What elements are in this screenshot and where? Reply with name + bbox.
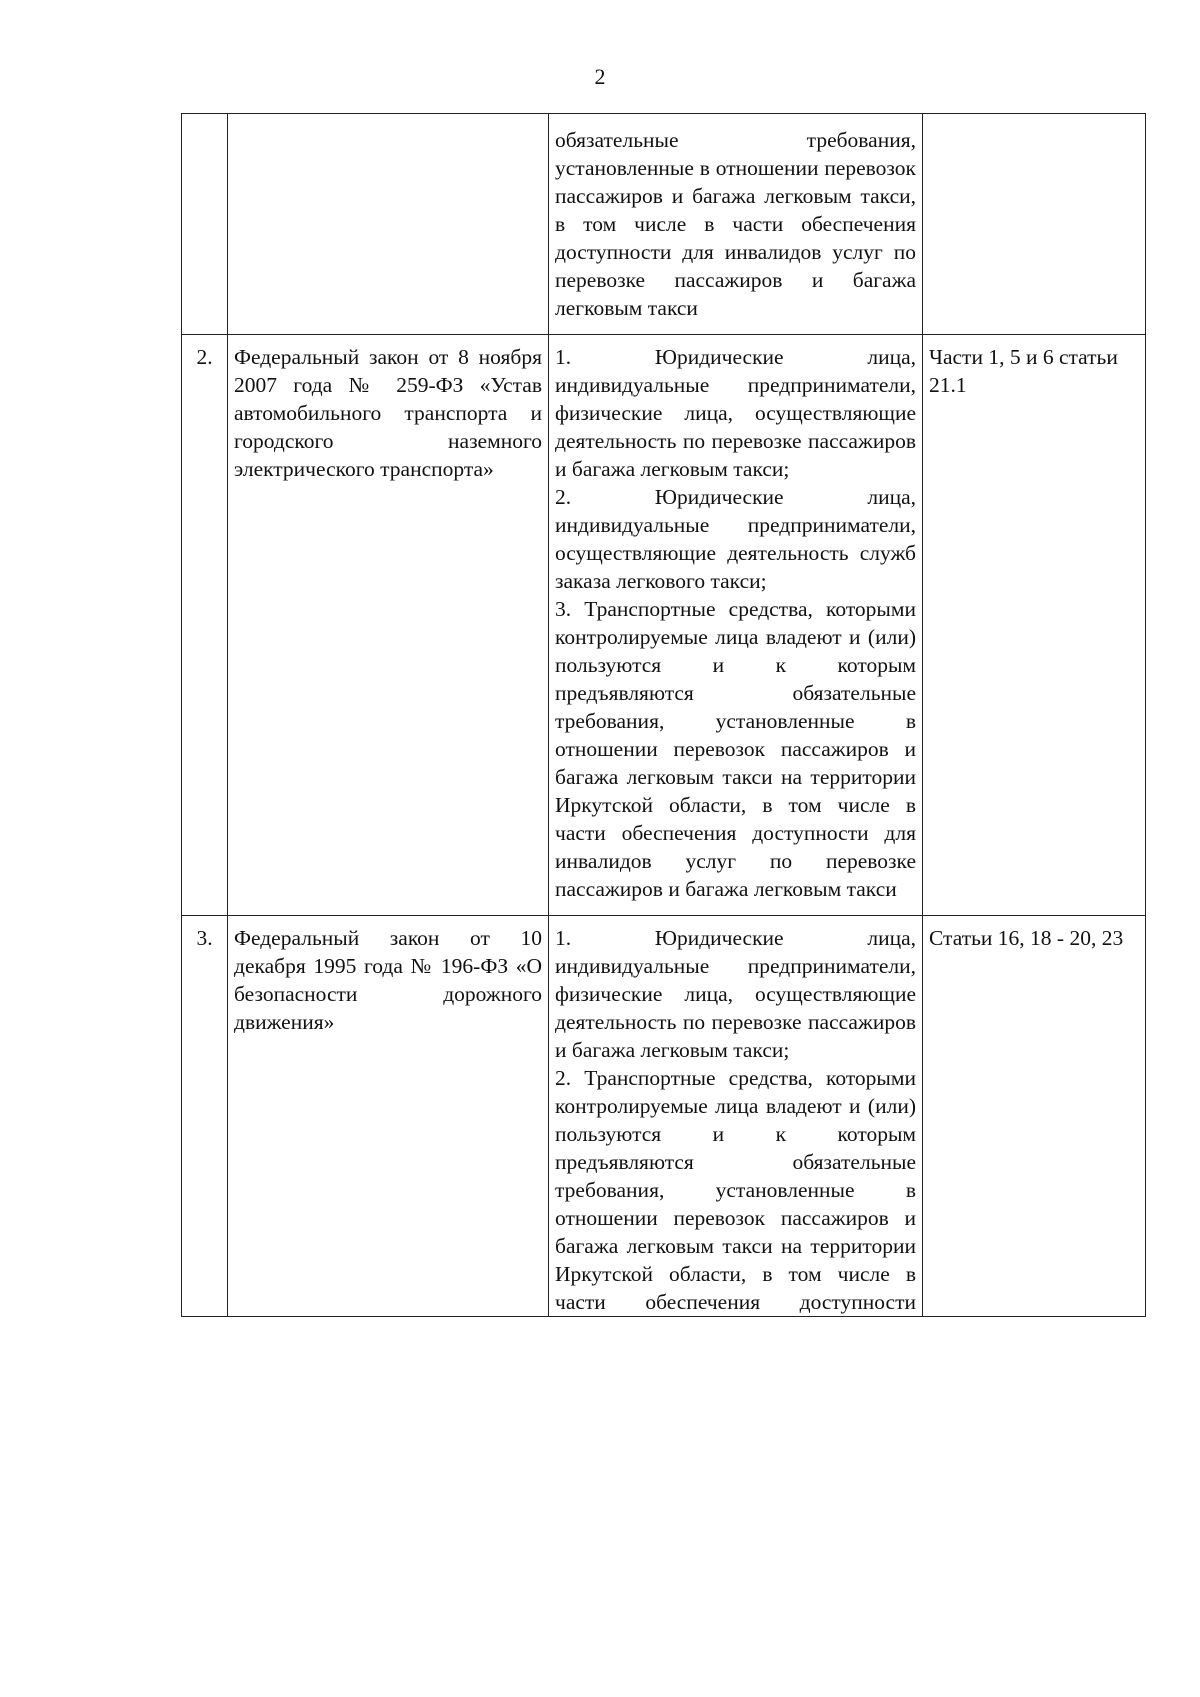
table-row bbox=[182, 916, 1146, 1317]
row-number-cell: 3. bbox=[182, 916, 228, 1317]
subject-paragraph: 1. Юридические лица, индивидуальные предприниматели, физические лица, осуществляющие деятельность по перевозке пассажиров и багажа легковым такси; bbox=[555, 926, 916, 1062]
law-cell bbox=[228, 114, 549, 335]
table-row bbox=[182, 114, 1146, 335]
subject-paragraph: 2. Юридические лица, индивидуальные предприниматели, осуществляющие деятельность служб заказа легкового такси; bbox=[555, 485, 916, 593]
row-number-cell bbox=[182, 114, 228, 335]
subjects-cell bbox=[549, 335, 923, 916]
law-cell: Федеральный закон от 8 ноября 2007 года № 259-ФЗ «Устав автомобильного транспорта и городского наземного электрического транспорта» bbox=[228, 335, 549, 916]
controlled-objects-table bbox=[181, 113, 1146, 1317]
page-number: 2 bbox=[594, 64, 606, 89]
articles-cell: Статьи 16, 18 - 20, 23 bbox=[923, 916, 1146, 1317]
subject-paragraph: 1. Юридические лица, индивидуальные предприниматели, физические лица, осуществляющие деятельность по перевозке пассажиров и багажа легковым такси; bbox=[555, 345, 916, 481]
table-row bbox=[182, 335, 1146, 916]
subjects-cell bbox=[549, 114, 923, 335]
row-number-cell: 2. bbox=[182, 335, 228, 916]
articles-cell: Части 1, 5 и 6 статьи 21.1 bbox=[923, 335, 1146, 916]
subject-paragraph: 3. Транспортные средства, которыми контролируемые лица владеют и (или) пользуются и к которым предъявляются обязательные требования, установленные в отношении перевозок пассажиров и багажа легковым такси на территории Иркутской области, в том числе в части обеспечения доступности для инвалидов услуг по перевозке пассажиров и багажа легковым такси bbox=[555, 597, 916, 901]
subject-paragraph: 2. Транспортные средства, которыми контролируемые лица владеют и (или) пользуются и к которым предъявляются обязательные требования, установленные в отношении перевозок пассажиров и багажа легковым такси на территории Иркутской области, в том числе в части обеспечения доступности bbox=[555, 1066, 916, 1314]
subject-paragraph: обязательные требования, установленные в отношении перевозок пассажиров и багажа легковым такси, в том числе в части обеспечения доступности для инвалидов услуг по перевозке пассажиров и багажа легковым такси bbox=[555, 128, 916, 320]
law-cell: Федеральный закон от 10 декабря 1995 года № 196-ФЗ «О безопасности дорожного движения» bbox=[228, 916, 549, 1317]
articles-cell bbox=[923, 114, 1146, 335]
subjects-cell bbox=[549, 916, 923, 1317]
